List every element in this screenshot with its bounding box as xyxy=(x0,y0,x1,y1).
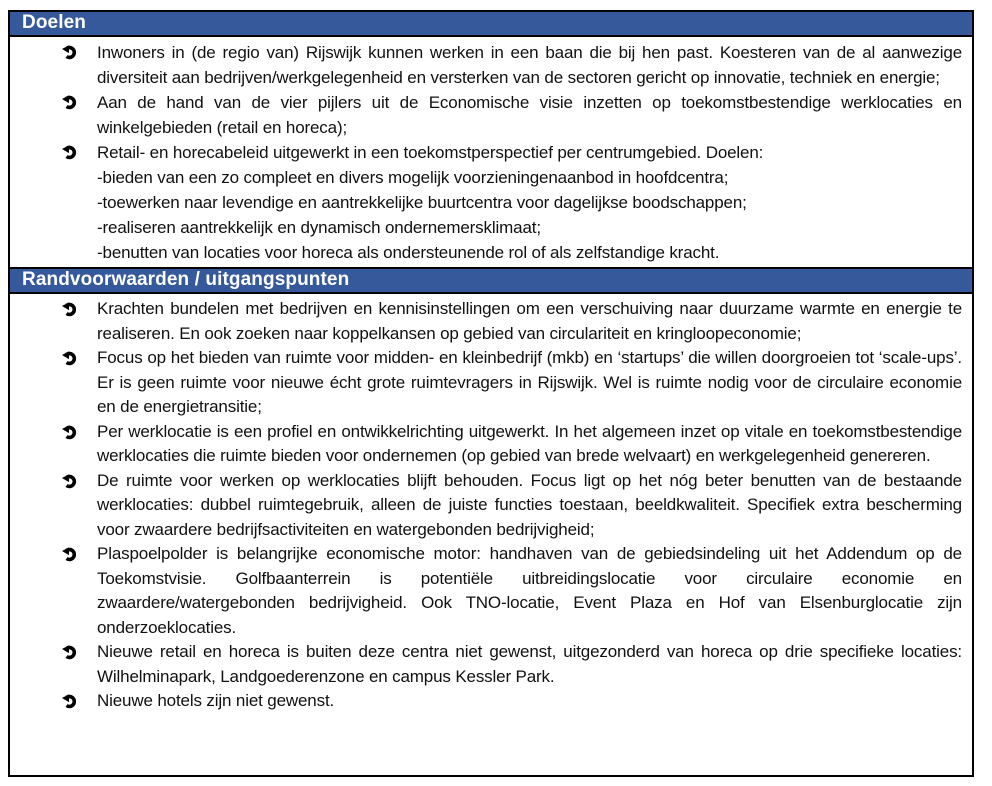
item-text xyxy=(97,689,962,714)
item-paragraph: -realiseren aantrekkelijk en dynamisch ondernemersklimaat; xyxy=(97,218,541,237)
list-item xyxy=(10,542,962,640)
circular-arrow-bullet-icon xyxy=(62,346,97,366)
circular-arrow-bullet-icon xyxy=(62,542,97,562)
circular-arrow-bullet-icon xyxy=(62,640,97,660)
item-text xyxy=(97,140,962,265)
item-paragraph: Nieuwe hotels zijn niet gewenst. xyxy=(97,691,335,710)
list-item xyxy=(10,40,962,90)
list-item xyxy=(10,90,962,140)
list-item xyxy=(10,346,962,420)
section-body-randvoorwaarden xyxy=(10,294,972,775)
item-paragraph: Krachten bundelen met bedrijven en kennisinstellingen om een verschuiving naar duurzame warmte en energie te realiseren. En ook zoeken naar koppelkansen op gebied van circulariteit en kringloopeconomie; xyxy=(97,299,962,343)
item-paragraph: Per werklocatie is een profiel en ontwikkelrichting uitgewerkt. In het algemeen inzet op vitale en toekomstbestendige werklocaties die ruimte bieden voor ondernemen (op gebied van brede welvaart) en werkgelegenheid genereren. xyxy=(97,421,962,465)
item-text xyxy=(97,90,962,140)
item-text xyxy=(97,420,962,469)
policy-table xyxy=(8,10,974,777)
item-text xyxy=(97,542,962,640)
list-item xyxy=(10,420,962,469)
item-text xyxy=(97,40,962,90)
item-paragraph: Plaspoelpolder is belangrijke economische motor: handhaven van de gebiedsindeling uit het Addendum op de Toekomstvisie. Golfbaanterrein is potentiële uitbreidingslocatie voor circulaire economie en zwaardere/watergebonden bedrijvigheid. Ook TNO-locatie, Event Plaza en Hof van Elsenburglocatie zijn onderzoeklocaties. xyxy=(97,544,962,637)
item-text xyxy=(97,469,962,543)
section-title-doelen: Doelen xyxy=(22,12,86,33)
list-item xyxy=(10,640,962,689)
list-item xyxy=(10,469,962,543)
item-text xyxy=(97,640,962,689)
list-item xyxy=(10,140,962,265)
section-header-randvoorwaarden xyxy=(10,267,972,294)
list-item xyxy=(10,297,962,346)
item-paragraph: De ruimte voor werken op werklocaties blijft behouden. Focus ligt op het nóg beter benutten van de bestaande werklocaties: dubbel ruimtegebruik, alleen de juiste functies toestaan, beeldkwaliteit. Specifiek extra bescherming voor zwaardere bedrijfsactiviteiten en watergebonden bedrijvigheid; xyxy=(97,470,962,539)
item-paragraph: -benutten van locaties voor horeca als ondersteunende rol of als zelfstandige kracht. xyxy=(97,243,720,262)
item-paragraph: Retail- en horecabeleid uitgewerkt in een toekomstperspectief per centrumgebied. Doelen: xyxy=(97,143,764,162)
item-paragraph: Nieuwe retail en horeca is buiten deze centra niet gewenst, uitgezonderd van horeca op drie specifieke locaties: Wilhelminapark, Landgoederenzone en campus Kessler Park. xyxy=(97,642,962,686)
list-item xyxy=(10,689,962,714)
section-header-doelen xyxy=(10,12,972,37)
circular-arrow-bullet-icon xyxy=(62,140,97,160)
circular-arrow-bullet-icon xyxy=(62,420,97,440)
circular-arrow-bullet-icon xyxy=(62,40,97,60)
item-text xyxy=(97,346,962,420)
section-body-doelen xyxy=(10,37,972,267)
circular-arrow-bullet-icon xyxy=(62,297,97,317)
item-paragraph: -bieden van een zo compleet en divers mogelijk voorzieningenaanbod in hoofdcentra; xyxy=(97,168,729,187)
circular-arrow-bullet-icon xyxy=(62,689,97,709)
item-paragraph: Inwoners in (de regio van) Rijswijk kunnen werken in een baan die bij hen past. Koesteren van de al aanwezige diversiteit aan bedrijven/werkgelegenheid en versterken van de sectoren gericht op innovatie, techniek en energie; xyxy=(97,43,962,87)
item-text xyxy=(97,297,962,346)
item-paragraph: Aan de hand van de vier pijlers uit de Economische visie inzetten op toekomstbestendige werklocaties en winkelgebieden (retail en horeca); xyxy=(97,93,962,137)
item-paragraph: -toewerken naar levendige en aantrekkelijke buurtcentra voor dagelijkse boodschappen; xyxy=(97,193,747,212)
circular-arrow-bullet-icon xyxy=(62,469,97,489)
section-title-randvoorwaarden: Randvoorwaarden / uitgangspunten xyxy=(22,269,350,290)
circular-arrow-bullet-icon xyxy=(62,90,97,110)
item-paragraph: Focus op het bieden van ruimte voor midden- en kleinbedrijf (mkb) en ‘startups’ die willen doorgroeien tot ‘scale-ups’. Er is geen ruimte voor nieuwe écht grote ruimtevragers in Rijswijk. Wel is ruimte nodig voor de circulaire economie en de energietransitie; xyxy=(97,348,962,416)
